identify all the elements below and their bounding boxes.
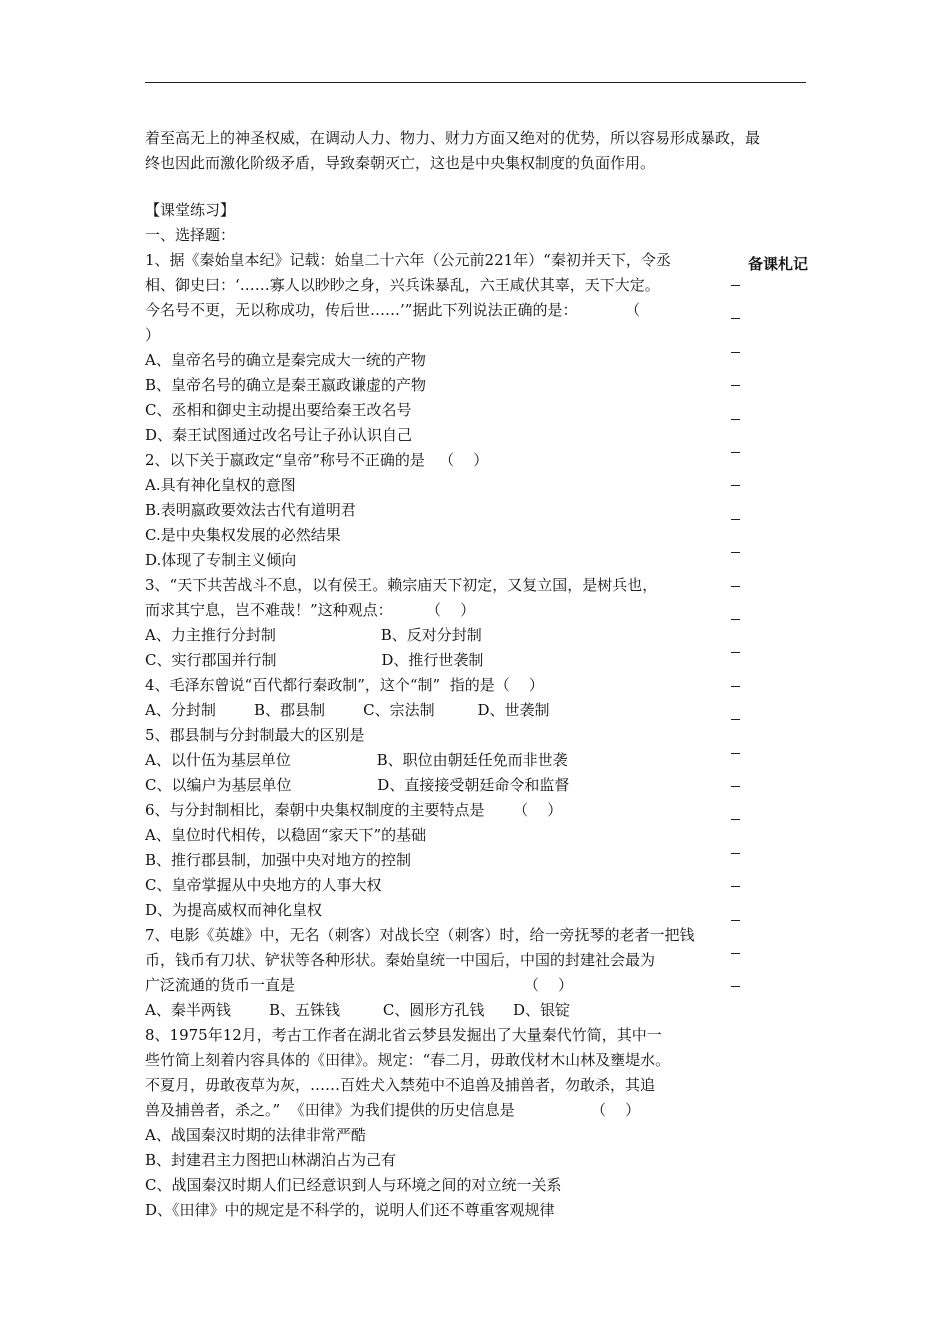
question-line: 不夏月，毋敢夜草为灰，……百姓犬入禁苑中不追兽及捕兽者，勿敢杀，其追 — [145, 1076, 656, 1094]
question-line: 今名号不更，无以称成功，传后世……’”据此下列说法正确的是： （ — [145, 301, 641, 319]
question-list — [145, 248, 813, 1223]
question-line: D、秦王试图通过改名号让子孙认识自己 — [145, 426, 413, 444]
question-line: 6、与分封制相比，秦朝中央集权制度的主要特点是 （ ） — [145, 801, 563, 819]
question-line: C.是中央集权发展的必然结果 — [145, 526, 341, 544]
question-line: A.具有神化皇权的意图 — [145, 476, 296, 494]
section-title: 【课堂练习】 — [145, 201, 236, 219]
question-line: 相、御史曰：‘……寡人以眇眇之身，兴兵诛暴乱，六王咸伏其辜，天下大定。 — [145, 276, 660, 294]
question-line: 币，钱币有刀状、铲状等各种形状。秦始皇统一中国后，中国的封建社会最为 — [145, 951, 656, 969]
question-line: ） — [145, 326, 161, 344]
question-line: C、丞相和御史主动提出要给秦王改名号 — [145, 401, 412, 419]
question-line: B、皇帝名号的确立是秦王嬴政谦虚的产物 — [145, 376, 427, 394]
question-line: C、以编户为基层单位 D、直接接受朝廷命令和监督 — [145, 776, 570, 794]
paragraph-gap — [145, 176, 813, 198]
question-line: A、以什伍为基层单位 B、职位由朝廷任免而非世袭 — [145, 751, 568, 769]
question-line: B、封建君主力图把山林湖泊占为己有 — [145, 1151, 397, 1169]
question-line: 7、电影《英雄》中，无名（刺客）对战长空（刺客）时，给一旁抚琴的老者一把钱 — [145, 926, 695, 944]
document-body — [145, 126, 813, 1223]
header-rule — [145, 82, 806, 83]
question-line: 1、据《秦始皇本纪》记载：始皇二十六年（公元前221年）“秦初并天下，令丞 — [145, 251, 671, 269]
question-line: 2、以下关于嬴政定“皇帝”称号不正确的是 （ ） — [145, 451, 489, 469]
question-line: 3、“天下共苦战斗不息，以有侯王。赖宗庙天下初定，又复立国，是树兵也， — [145, 576, 658, 594]
question-line: A、战国秦汉时期的法律非常严酷 — [145, 1126, 366, 1144]
question-line: B.表明嬴政要效法古代有道明君 — [145, 501, 356, 519]
question-line: A、力主推行分封制 B、反对分封制 — [145, 626, 482, 644]
question-line: D、《田律》中的规定是不科学的，说明人们还不尊重客观规律 — [145, 1201, 555, 1219]
sidebar-notes-title: 备课札记 — [748, 255, 809, 273]
question-line: A、分封制 B、郡县制 C、宗法制 D、世袭制 — [145, 701, 550, 719]
question-line: B、推行郡县制，加强中央对地方的控制 — [145, 851, 412, 869]
question-line: A、秦半两钱 B、五铢钱 C、圆形方孔钱 D、银锭 — [145, 1001, 571, 1019]
question-line: A、皇帝名号的确立是秦完成大一统的产物 — [145, 351, 426, 369]
question-line: C、实行郡国并行制 D、推行世袭制 — [145, 651, 484, 669]
question-line: D.体现了专制主义倾向 — [145, 551, 297, 569]
question-line: 5、郡县制与分封制最大的区别是 — [145, 726, 365, 744]
question-line: 而求其宁息，岂不难哉！”这种观点： （ ） — [145, 601, 476, 619]
question-line: C、皇帝掌握从中央地方的人事大权 — [145, 876, 382, 894]
question-line: C、战国秦汉时期人们已经意识到人与环境之间的对立统一关系 — [145, 1176, 562, 1194]
question-line: 4、毛泽东曾说“百代都行秦政制”，这个“制” 指的是（ ） — [145, 676, 544, 694]
question-line: D、为提高威权而神化皇权 — [145, 901, 323, 919]
question-line: 8、1975年12月，考古工作者在湖北省云梦县发掘出了大量秦代竹简，其中一 — [145, 1026, 662, 1044]
subsection-title: 一、选择题： — [145, 226, 236, 244]
question-line: 些竹简上刻着内容具体的《田律》。规定：“春二月，毋敢伐材木山林及壅堤水。 — [145, 1051, 671, 1069]
intro-line-2: 终也因此而激化阶级矛盾，导致秦朝灭亡，这也是中央集权制度的负面作用。 — [145, 154, 656, 172]
question-line: 广泛流通的货币一直是 （ ） — [145, 976, 573, 994]
question-line: A、皇位时代相传，以稳固“家天下”的基础 — [145, 826, 427, 844]
question-line: 兽及捕兽者，杀之。” 《田律》为我们提供的历史信息是 （ ） — [145, 1101, 641, 1119]
intro-line-1: 着至高无上的神圣权威，在调动人力、物力、财力方面又绝对的优势，所以容易形成暴政，最 — [145, 129, 761, 147]
